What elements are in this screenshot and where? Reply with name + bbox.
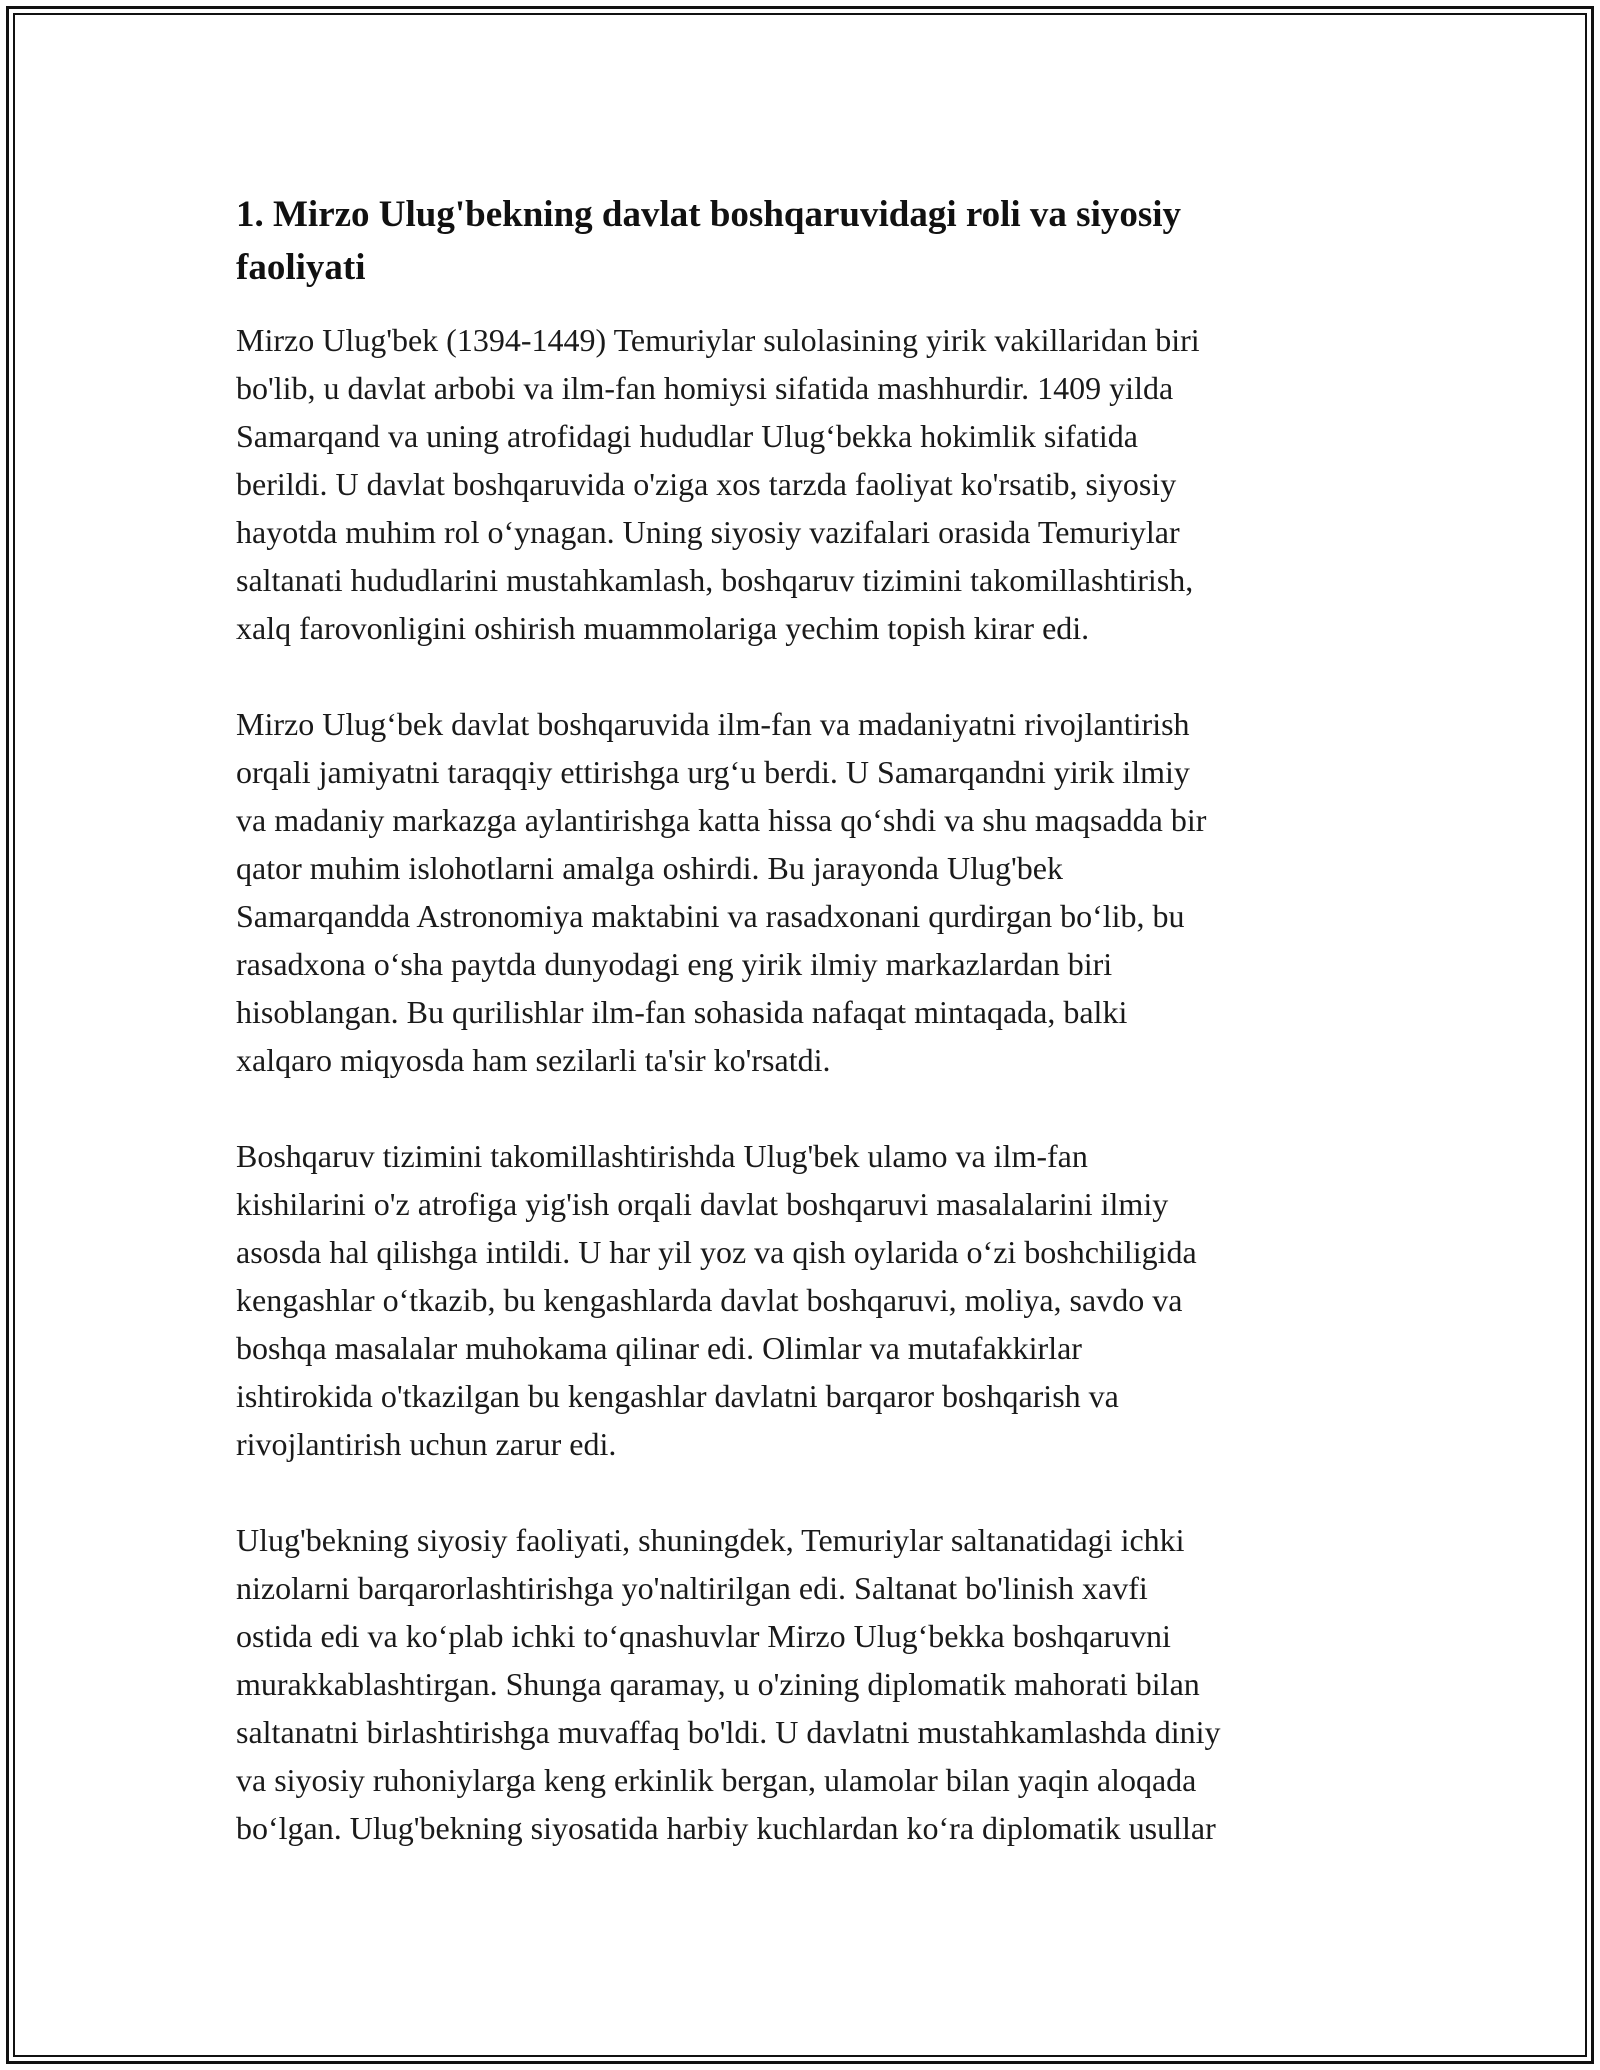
- text-line: hayotda muhim rol o‘ynagan. Uning siyosiy vazifalari orasida Temuriylar: [236, 514, 1180, 550]
- text-line: qator muhim islohotlarni amalga oshirdi. Bu jarayonda Ulug'bek: [236, 850, 1063, 886]
- text-line: va siyosiy ruhoniylarga keng erkinlik bergan, ulamolar bilan yaqin aloqada: [236, 1762, 1197, 1798]
- text-line: saltanatni birlashtirishga muvaffaq bo'ldi. U davlatni mustahkamlashda diniy: [236, 1714, 1221, 1750]
- text-line: nizolarni barqarorlashtirishga yo'naltirilgan edi. Saltanat bo'linish xavfi: [236, 1570, 1148, 1606]
- text-line: ishtirokida o'tkazilgan bu kengashlar davlatni barqaror boshqarish va: [236, 1378, 1119, 1414]
- text-line: Samarqand va uning atrofidagi hududlar Ulug‘bekka hokimlik sifatida: [236, 418, 1138, 454]
- text-line: Samarqandda Astronomiya maktabini va rasadxonani qurdirgan bo‘lib, bu: [236, 898, 1185, 934]
- text-line: kengashlar o‘tkazib, bu kengashlarda davlat boshqaruvi, moliya, savdo va: [236, 1282, 1183, 1318]
- text-line: Mirzo Ulug‘bek davlat boshqaruvida ilm-fan va madaniyatni rivojlantirish: [236, 706, 1190, 742]
- text-line: rivojlantirish uchun zarur edi.: [236, 1426, 617, 1462]
- text-line: xalqaro miqyosda ham sezilarli ta'sir ko'rsatdi.: [236, 1042, 831, 1078]
- text-line: berildi. U davlat boshqaruvida o'ziga xos tarzda faoliyat ko'rsatib, siyosiy: [236, 466, 1177, 502]
- text-line: bo'lib, u davlat arbobi va ilm-fan homiysi sifatida mashhurdir. 1409 yilda: [236, 370, 1174, 406]
- text-line: asosda hal qilishga intildi. U har yil yoz va qish oylarida o‘zi boshchiligida: [236, 1234, 1197, 1270]
- text-line: saltanati hududlarini mustahkamlash, boshqaruv tizimini takomillashtirish,: [236, 562, 1194, 598]
- paragraph-3: [236, 1132, 1368, 1468]
- heading-line: 1. Mirzo Ulug'bekning davlat boshqaruvidagi roli va siyosiy: [236, 194, 1182, 235]
- document-body: [236, 188, 1368, 1852]
- text-line: hisoblangan. Bu qurilishlar ilm-fan sohasida nafaqat mintaqada, balki: [236, 994, 1128, 1030]
- text-line: xalq farovonligini oshirish muammolariga yechim topish kirar edi.: [236, 610, 1090, 646]
- section-heading: [236, 188, 1368, 294]
- text-line: bo‘lgan. Ulug'bekning siyosatida harbiy kuchlardan ko‘ra diplomatik usullar: [236, 1810, 1216, 1846]
- text-line: boshqa masalalar muhokama qilinar edi. Olimlar va mutafakkirlar: [236, 1330, 1082, 1366]
- heading-line: faoliyati: [236, 247, 366, 288]
- paragraph-2: [236, 700, 1368, 1084]
- text-line: orqali jamiyatni taraqqiy ettirishga urg‘u berdi. U Samarqandni yirik ilmiy: [236, 754, 1190, 790]
- text-line: rasadxona o‘sha paytda dunyodagi eng yirik ilmiy markazlardan biri: [236, 946, 1113, 982]
- text-line: Boshqaruv tizimini takomillashtirishda Ulug'bek ulamo va ilm-fan: [236, 1138, 1088, 1174]
- text-line: murakkablashtirgan. Shunga qaramay, u o'zining diplomatik mahorati bilan: [236, 1666, 1200, 1702]
- text-line: Mirzo Ulug'bek (1394-1449) Temuriylar sulolasining yirik vakillaridan biri: [236, 322, 1200, 358]
- text-line: Ulug'bekning siyosiy faoliyati, shuningdek, Temuriylar saltanatidagi ichki: [236, 1522, 1185, 1558]
- paragraph-4: [236, 1516, 1368, 1852]
- text-line: kishilarini o'z atrofiga yig'ish orqali davlat boshqaruvi masalalarini ilmiy: [236, 1186, 1169, 1222]
- text-line: va madaniy markazga aylantirishga katta hissa qo‘shdi va shu maqsadda bir: [236, 802, 1207, 838]
- text-line: ostida edi va ko‘plab ichki to‘qnashuvlar Mirzo Ulug‘bekka boshqaruvni: [236, 1618, 1171, 1654]
- paragraph-1: [236, 316, 1368, 652]
